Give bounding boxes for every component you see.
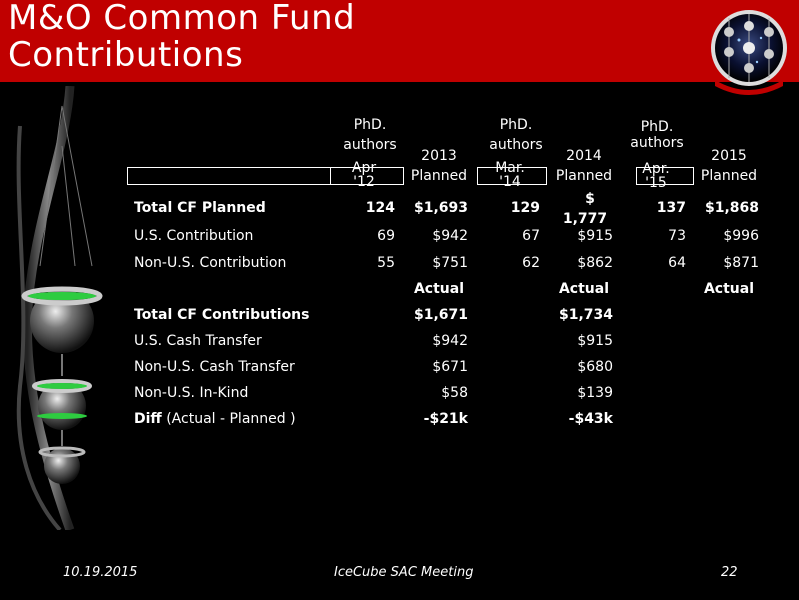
cell-a14-diff: -$43k [568,411,613,427]
row-label-total-cf-planned: Total CF Planned [134,200,266,216]
row-label-diff [134,411,296,427]
cell-p13-total: $1,693 [413,200,468,216]
slide-title-line2: Contributions [8,35,244,75]
row-label-total-cf-contributions: Total CF Contributions [134,307,310,323]
col-header-planned-2015-year: 2015 [711,148,747,164]
header-row-border-2015 [636,167,694,185]
cell-p14-total-amount: 1,777 [562,211,608,227]
cell-p13-us: $942 [432,228,468,244]
title-bar [0,0,799,82]
diff-label-rest: (Actual - Planned ) [161,411,296,427]
sensor-string-illustration-icon [0,86,110,530]
cell-phd15-total: 137 [656,200,686,216]
cell-p13-nonus: $751 [432,255,468,271]
col-header-phd-2013-line1: PhD. [353,117,387,133]
cell-a14-us-cash: $915 [577,333,613,349]
cell-a14-total: $1,734 [558,307,613,323]
col-header-phd-2015-line2: authors [630,135,684,151]
footer-meeting: IceCube SAC Meeting [334,565,474,580]
cell-phd14-total: 129 [510,200,540,216]
col-header-phd-2013-line3: Apr [351,160,377,176]
cell-phd13-total: 124 [365,200,395,216]
cell-phd14-us: 67 [522,228,540,244]
cell-a14-nonus-cash: $680 [577,359,613,375]
cell-a13-diff: -$21k [423,411,468,427]
cell-p15-total: $1,868 [704,200,759,216]
col-header-phd-2015 [622,119,692,151]
row-label-non-us-cash-transfer: Non-U.S. Cash Transfer [134,359,295,375]
actual-header-2014: Actual [558,281,610,297]
col-header-phd-2014-line4: '14 [499,174,521,190]
cell-a13-nonus-cash: $671 [432,359,468,375]
row-label-us-contribution: U.S. Contribution [134,228,254,244]
col-header-phd-2014-line3: Mar. [495,160,525,176]
col-header-planned-2013-label: Planned [410,168,468,184]
header-row-border-2014 [477,167,547,185]
col-header-planned-2015 [694,148,764,184]
diff-label-bold: Diff [134,411,162,427]
slide-title-line1: M&O Common Fund [8,0,356,38]
col-header-planned-2014 [549,148,619,184]
row-label-us-cash-transfer: U.S. Cash Transfer [134,333,262,349]
cell-p15-us: $996 [723,228,759,244]
col-header-phd-2013-line2: authors [343,137,397,153]
cell-a13-inkind: $58 [441,385,468,401]
col-header-phd-2015-line4: '15 [645,175,667,191]
col-header-phd-2015-line1: PhD. [640,119,674,135]
footer-date: 10.19.2015 [63,565,138,580]
cell-p14-total-currency: $ [585,191,595,207]
row-label-non-us-contribution: Non-U.S. Contribution [134,255,287,271]
col-header-phd-2015-line3: Apr. [642,161,670,177]
col-header-planned-2013 [404,148,474,184]
header-row-border-2013 [127,167,404,185]
cell-phd15-nonus: 64 [668,255,686,271]
col-header-phd-2014-line1: PhD. [499,117,533,133]
cell-p14-us: $915 [577,228,613,244]
col-header-planned-2014-label: Planned [555,168,613,184]
footer-page-number: 22 [721,565,738,580]
cell-a14-inkind: $139 [577,385,613,401]
col-header-phd-2013-line4: '12 [353,174,375,190]
icecube-logo-icon [709,8,789,96]
col-header-phd-2014 [478,117,554,153]
row-label-non-us-in-kind: Non-U.S. In-Kind [134,385,249,401]
cell-phd14-nonus: 62 [522,255,540,271]
slide-title [8,0,355,74]
header-divider [330,167,331,185]
col-header-planned-2013-year: 2013 [421,148,457,164]
cell-phd13-us: 69 [377,228,395,244]
cell-p15-nonus: $871 [723,255,759,271]
cell-p14-nonus: $862 [577,255,613,271]
col-header-phd-2013 [332,117,408,153]
actual-header-2015: Actual [703,281,755,297]
actual-header-2013: Actual [413,281,465,297]
col-header-planned-2014-year: 2014 [566,148,602,164]
cell-phd13-nonus: 55 [377,255,395,271]
col-header-phd-2014-line2: authors [489,137,543,153]
cell-a13-total: $1,671 [413,307,468,323]
cell-phd15-us: 73 [668,228,686,244]
cell-a13-us-cash: $942 [432,333,468,349]
col-header-planned-2015-label: Planned [700,168,758,184]
